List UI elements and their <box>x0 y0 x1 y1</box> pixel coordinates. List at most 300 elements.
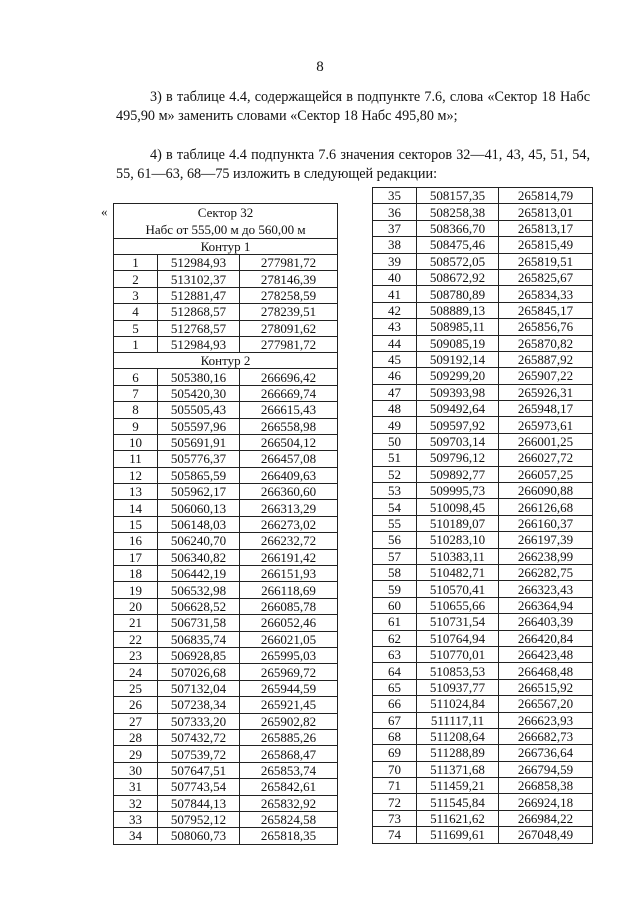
x-coordinate: 511699,61 <box>417 827 499 843</box>
x-coordinate: 510482,71 <box>417 564 499 580</box>
point-number: 29 <box>114 746 158 762</box>
x-coordinate: 511371,68 <box>417 761 499 777</box>
table-row <box>373 827 593 843</box>
x-coordinate: 506148,03 <box>158 516 240 532</box>
table-row <box>114 631 338 647</box>
y-coordinate: 277981,72 <box>240 336 338 352</box>
point-number: 66 <box>373 696 417 712</box>
table-row <box>114 402 338 418</box>
x-coordinate: 505505,43 <box>158 402 240 418</box>
contour-1-label: Контур 1 <box>114 239 338 255</box>
table-row <box>114 271 338 287</box>
point-number: 34 <box>114 828 158 844</box>
point-number: 59 <box>373 581 417 597</box>
table-row <box>373 532 593 548</box>
y-coordinate: 266085,78 <box>240 598 338 614</box>
y-coordinate: 266001,25 <box>499 433 593 449</box>
point-number: 71 <box>373 778 417 794</box>
table-row <box>373 564 593 580</box>
table-row <box>114 549 338 565</box>
table-row <box>373 417 593 433</box>
point-number: 51 <box>373 450 417 466</box>
point-number: 6 <box>114 369 158 385</box>
y-coordinate: 265832,92 <box>240 795 338 811</box>
point-number: 16 <box>114 533 158 549</box>
point-number: 27 <box>114 713 158 729</box>
table-row <box>114 369 338 385</box>
table-row <box>114 746 338 762</box>
table-row <box>114 434 338 450</box>
x-coordinate: 509597,92 <box>417 417 499 433</box>
table-row <box>114 811 338 827</box>
x-coordinate: 512868,57 <box>158 304 240 320</box>
point-number: 72 <box>373 794 417 810</box>
table-row <box>114 664 338 680</box>
point-number: 74 <box>373 827 417 843</box>
x-coordinate: 508572,05 <box>417 253 499 269</box>
y-coordinate: 277981,72 <box>240 255 338 271</box>
table-row <box>373 745 593 761</box>
table-row <box>373 696 593 712</box>
x-coordinate: 508157,35 <box>417 188 499 204</box>
table-row <box>373 204 593 220</box>
point-number: 7 <box>114 385 158 401</box>
point-number: 60 <box>373 597 417 613</box>
table-row <box>373 630 593 646</box>
point-number: 73 <box>373 810 417 826</box>
point-number: 3 <box>114 287 158 303</box>
y-coordinate: 266558,98 <box>240 418 338 434</box>
point-number: 70 <box>373 761 417 777</box>
point-number: 49 <box>373 417 417 433</box>
x-coordinate: 508780,89 <box>417 286 499 302</box>
table-row <box>114 647 338 663</box>
point-number: 62 <box>373 630 417 646</box>
point-number: 43 <box>373 319 417 335</box>
y-coordinate: 265824,58 <box>240 811 338 827</box>
point-number: 26 <box>114 697 158 713</box>
y-coordinate: 265845,17 <box>499 302 593 318</box>
point-number: 21 <box>114 615 158 631</box>
table-row <box>373 384 593 400</box>
y-coordinate: 265818,35 <box>240 828 338 844</box>
point-number: 15 <box>114 516 158 532</box>
y-coordinate: 265853,74 <box>240 762 338 778</box>
table-row <box>114 697 338 713</box>
point-number: 19 <box>114 582 158 598</box>
y-coordinate: 265948,17 <box>499 401 593 417</box>
table-row <box>373 712 593 728</box>
table-row <box>373 761 593 777</box>
y-coordinate: 265944,59 <box>240 680 338 696</box>
y-coordinate: 265926,31 <box>499 384 593 400</box>
y-coordinate: 265842,61 <box>240 779 338 795</box>
point-number: 58 <box>373 564 417 580</box>
x-coordinate: 510189,07 <box>417 515 499 531</box>
x-coordinate: 506340,82 <box>158 549 240 565</box>
table-row <box>114 566 338 582</box>
contour-header-row <box>114 353 338 369</box>
table-row <box>373 581 593 597</box>
y-coordinate: 266515,92 <box>499 679 593 695</box>
table-row <box>114 385 338 401</box>
table-row <box>373 351 593 367</box>
table-row <box>114 598 338 614</box>
sector-32-coordinates-table <box>113 203 338 845</box>
y-coordinate: 278091,62 <box>240 320 338 336</box>
y-coordinate: 278239,51 <box>240 304 338 320</box>
y-coordinate: 266238,99 <box>499 548 593 564</box>
point-number: 61 <box>373 614 417 630</box>
point-number: 4 <box>114 304 158 320</box>
y-coordinate: 266360,60 <box>240 484 338 500</box>
y-coordinate: 265856,76 <box>499 319 593 335</box>
table-row <box>373 794 593 810</box>
table-row <box>114 418 338 434</box>
x-coordinate: 512768,57 <box>158 320 240 336</box>
table-row <box>373 188 593 204</box>
y-coordinate: 266403,39 <box>499 614 593 630</box>
point-number: 38 <box>373 237 417 253</box>
table-row <box>373 368 593 384</box>
table-row <box>114 516 338 532</box>
x-coordinate: 510764,94 <box>417 630 499 646</box>
point-number: 11 <box>114 451 158 467</box>
x-coordinate: 507844,13 <box>158 795 240 811</box>
y-coordinate: 265834,33 <box>499 286 593 302</box>
y-coordinate: 266794,59 <box>499 761 593 777</box>
x-coordinate: 508985,11 <box>417 319 499 335</box>
table-row <box>373 466 593 482</box>
table-row <box>373 483 593 499</box>
table-row <box>373 450 593 466</box>
y-coordinate: 266273,02 <box>240 516 338 532</box>
x-coordinate: 505776,37 <box>158 451 240 467</box>
table-row <box>114 680 338 696</box>
point-number: 5 <box>114 320 158 336</box>
y-coordinate: 278258,59 <box>240 287 338 303</box>
point-number: 56 <box>373 532 417 548</box>
point-number: 37 <box>373 220 417 236</box>
x-coordinate: 506060,13 <box>158 500 240 516</box>
y-coordinate: 265969,72 <box>240 664 338 680</box>
x-coordinate: 506731,58 <box>158 615 240 631</box>
y-coordinate: 266052,46 <box>240 615 338 631</box>
point-number: 46 <box>373 368 417 384</box>
point-number: 30 <box>114 762 158 778</box>
table-row <box>114 500 338 516</box>
sector-height-range: Набс от 555,00 м до 560,00 м <box>114 221 338 239</box>
x-coordinate: 508258,38 <box>417 204 499 220</box>
y-coordinate: 266669,74 <box>240 385 338 401</box>
y-coordinate: 265907,22 <box>499 368 593 384</box>
y-coordinate: 266615,43 <box>240 402 338 418</box>
table-row <box>373 253 593 269</box>
x-coordinate: 512881,47 <box>158 287 240 303</box>
point-number: 1 <box>114 336 158 352</box>
y-coordinate: 266313,29 <box>240 500 338 516</box>
x-coordinate: 510731,54 <box>417 614 499 630</box>
table-header-row <box>114 221 338 239</box>
x-coordinate: 506628,52 <box>158 598 240 614</box>
opening-quote-mark: « <box>101 204 108 219</box>
paragraph-amendment-4: 4) в таблице 4.4 подпункта 7.6 значения секторов 32—41, 43, 45, 51, 54, 55, 61—63, 68—75 изложить в следующей редакции: <box>116 147 590 182</box>
y-coordinate: 266090,88 <box>499 483 593 499</box>
y-coordinate: 266021,05 <box>240 631 338 647</box>
y-coordinate: 265902,82 <box>240 713 338 729</box>
y-coordinate: 266468,48 <box>499 663 593 679</box>
x-coordinate: 509085,19 <box>417 335 499 351</box>
y-coordinate: 266682,73 <box>499 728 593 744</box>
table-row <box>114 451 338 467</box>
point-number: 18 <box>114 566 158 582</box>
table-row <box>373 237 593 253</box>
point-number: 47 <box>373 384 417 400</box>
table-row <box>373 269 593 285</box>
x-coordinate: 505691,91 <box>158 434 240 450</box>
point-number: 25 <box>114 680 158 696</box>
point-number: 35 <box>373 188 417 204</box>
x-coordinate: 507333,20 <box>158 713 240 729</box>
x-coordinate: 511117,11 <box>417 712 499 728</box>
x-coordinate: 512984,93 <box>158 336 240 352</box>
x-coordinate: 507432,72 <box>158 729 240 745</box>
point-number: 9 <box>114 418 158 434</box>
table-row <box>114 255 338 271</box>
y-coordinate: 266232,72 <box>240 533 338 549</box>
y-coordinate: 266191,42 <box>240 549 338 565</box>
table-row <box>114 287 338 303</box>
y-coordinate: 267048,49 <box>499 827 593 843</box>
y-coordinate: 266197,39 <box>499 532 593 548</box>
y-coordinate: 265995,03 <box>240 647 338 663</box>
y-coordinate: 265973,61 <box>499 417 593 433</box>
point-number: 69 <box>373 745 417 761</box>
table-row <box>114 304 338 320</box>
y-coordinate: 265885,26 <box>240 729 338 745</box>
table-row <box>373 335 593 351</box>
x-coordinate: 506240,70 <box>158 533 240 549</box>
y-coordinate: 266151,93 <box>240 566 338 582</box>
y-coordinate: 278146,39 <box>240 271 338 287</box>
point-number: 40 <box>373 269 417 285</box>
y-coordinate: 265819,51 <box>499 253 593 269</box>
x-coordinate: 507132,04 <box>158 680 240 696</box>
table-row <box>114 484 338 500</box>
x-coordinate: 506442,19 <box>158 566 240 582</box>
y-coordinate: 265813,01 <box>499 204 593 220</box>
table-row <box>373 286 593 302</box>
paragraph-amendment-3: 3) в таблице 4.4, содержащейся в подпункте 7.6, слова «Сектор 18 Набс 495,90 м» заменить словами «Сектор 18 Набс 495,80 м»; <box>116 89 590 124</box>
point-number: 8 <box>114 402 158 418</box>
table-row <box>373 679 593 695</box>
table-row <box>373 614 593 630</box>
point-number: 28 <box>114 729 158 745</box>
x-coordinate: 513102,37 <box>158 271 240 287</box>
point-number: 14 <box>114 500 158 516</box>
table-row <box>114 779 338 795</box>
x-coordinate: 511288,89 <box>417 745 499 761</box>
x-coordinate: 510655,66 <box>417 597 499 613</box>
y-coordinate: 266057,25 <box>499 466 593 482</box>
x-coordinate: 507952,12 <box>158 811 240 827</box>
x-coordinate: 509299,20 <box>417 368 499 384</box>
y-coordinate: 266457,08 <box>240 451 338 467</box>
x-coordinate: 511459,21 <box>417 778 499 794</box>
y-coordinate: 265813,17 <box>499 220 593 236</box>
x-coordinate: 505962,17 <box>158 484 240 500</box>
x-coordinate: 512984,93 <box>158 255 240 271</box>
point-number: 36 <box>373 204 417 220</box>
point-number: 54 <box>373 499 417 515</box>
x-coordinate: 509892,77 <box>417 466 499 482</box>
y-coordinate: 265825,67 <box>499 269 593 285</box>
table-row <box>114 467 338 483</box>
point-number: 31 <box>114 779 158 795</box>
y-coordinate: 266323,43 <box>499 581 593 597</box>
y-coordinate: 266282,75 <box>499 564 593 580</box>
point-number: 42 <box>373 302 417 318</box>
table-row <box>114 615 338 631</box>
point-number: 1 <box>114 255 158 271</box>
x-coordinate: 510770,01 <box>417 646 499 662</box>
y-coordinate: 266364,94 <box>499 597 593 613</box>
table-row <box>114 828 338 844</box>
x-coordinate: 509492,64 <box>417 401 499 417</box>
table-row <box>373 778 593 794</box>
x-coordinate: 508060,73 <box>158 828 240 844</box>
point-number: 24 <box>114 664 158 680</box>
y-coordinate: 266567,20 <box>499 696 593 712</box>
table-row <box>373 401 593 417</box>
point-number: 32 <box>114 795 158 811</box>
x-coordinate: 510570,41 <box>417 581 499 597</box>
x-coordinate: 511024,84 <box>417 696 499 712</box>
y-coordinate: 265870,82 <box>499 335 593 351</box>
x-coordinate: 509796,12 <box>417 450 499 466</box>
x-coordinate: 506835,74 <box>158 631 240 647</box>
table-row <box>373 728 593 744</box>
page-number: 8 <box>316 59 324 75</box>
point-number: 22 <box>114 631 158 647</box>
table-row <box>373 663 593 679</box>
x-coordinate: 507647,51 <box>158 762 240 778</box>
table-row <box>373 302 593 318</box>
point-number: 20 <box>114 598 158 614</box>
y-coordinate: 265887,92 <box>499 351 593 367</box>
x-coordinate: 510937,77 <box>417 679 499 695</box>
table-row <box>373 597 593 613</box>
x-coordinate: 508475,46 <box>417 237 499 253</box>
x-coordinate: 508366,70 <box>417 220 499 236</box>
point-number: 48 <box>373 401 417 417</box>
point-number: 12 <box>114 467 158 483</box>
point-number: 55 <box>373 515 417 531</box>
table-row <box>373 499 593 515</box>
y-coordinate: 265815,49 <box>499 237 593 253</box>
x-coordinate: 505865,59 <box>158 467 240 483</box>
x-coordinate: 509192,14 <box>417 351 499 367</box>
table-row <box>114 795 338 811</box>
table-row <box>114 336 338 352</box>
y-coordinate: 266027,72 <box>499 450 593 466</box>
point-number: 33 <box>114 811 158 827</box>
table-row <box>373 810 593 826</box>
x-coordinate: 505597,96 <box>158 418 240 434</box>
y-coordinate: 266118,69 <box>240 582 338 598</box>
x-coordinate: 507026,68 <box>158 664 240 680</box>
y-coordinate: 266423,48 <box>499 646 593 662</box>
y-coordinate: 266984,22 <box>499 810 593 826</box>
point-number: 2 <box>114 271 158 287</box>
x-coordinate: 509703,14 <box>417 433 499 449</box>
x-coordinate: 508672,92 <box>417 269 499 285</box>
table-header-row <box>114 204 338 222</box>
point-number: 41 <box>373 286 417 302</box>
x-coordinate: 510383,11 <box>417 548 499 564</box>
point-number: 10 <box>114 434 158 450</box>
contour-2-label: Контур 2 <box>114 353 338 369</box>
y-coordinate: 266504,12 <box>240 434 338 450</box>
table-row <box>114 533 338 549</box>
x-coordinate: 510283,10 <box>417 532 499 548</box>
point-number: 63 <box>373 646 417 662</box>
table-row <box>373 548 593 564</box>
x-coordinate: 509393,98 <box>417 384 499 400</box>
table-row <box>373 433 593 449</box>
y-coordinate: 265814,79 <box>499 188 593 204</box>
point-number: 13 <box>114 484 158 500</box>
x-coordinate: 507743,54 <box>158 779 240 795</box>
y-coordinate: 265921,45 <box>240 697 338 713</box>
point-number: 67 <box>373 712 417 728</box>
point-number: 52 <box>373 466 417 482</box>
y-coordinate: 265868,47 <box>240 746 338 762</box>
point-number: 64 <box>373 663 417 679</box>
y-coordinate: 266623,93 <box>499 712 593 728</box>
point-number: 17 <box>114 549 158 565</box>
table-row <box>373 220 593 236</box>
x-coordinate: 506532,98 <box>158 582 240 598</box>
y-coordinate: 266858,38 <box>499 778 593 794</box>
table-row <box>114 713 338 729</box>
x-coordinate: 510098,45 <box>417 499 499 515</box>
point-number: 45 <box>373 351 417 367</box>
y-coordinate: 266409,63 <box>240 467 338 483</box>
y-coordinate: 266160,37 <box>499 515 593 531</box>
table-row <box>114 320 338 336</box>
x-coordinate: 506928,85 <box>158 647 240 663</box>
x-coordinate: 510853,53 <box>417 663 499 679</box>
x-coordinate: 509995,73 <box>417 483 499 499</box>
table-row <box>114 582 338 598</box>
x-coordinate: 508889,13 <box>417 302 499 318</box>
x-coordinate: 511208,64 <box>417 728 499 744</box>
point-number: 23 <box>114 647 158 663</box>
point-number: 39 <box>373 253 417 269</box>
x-coordinate: 505420,30 <box>158 385 240 401</box>
x-coordinate: 507238,34 <box>158 697 240 713</box>
x-coordinate: 511621,62 <box>417 810 499 826</box>
table-row <box>114 729 338 745</box>
point-number: 68 <box>373 728 417 744</box>
table-row <box>373 515 593 531</box>
point-number: 50 <box>373 433 417 449</box>
x-coordinate: 507539,72 <box>158 746 240 762</box>
x-coordinate: 505380,16 <box>158 369 240 385</box>
y-coordinate: 266420,84 <box>499 630 593 646</box>
y-coordinate: 266924,18 <box>499 794 593 810</box>
